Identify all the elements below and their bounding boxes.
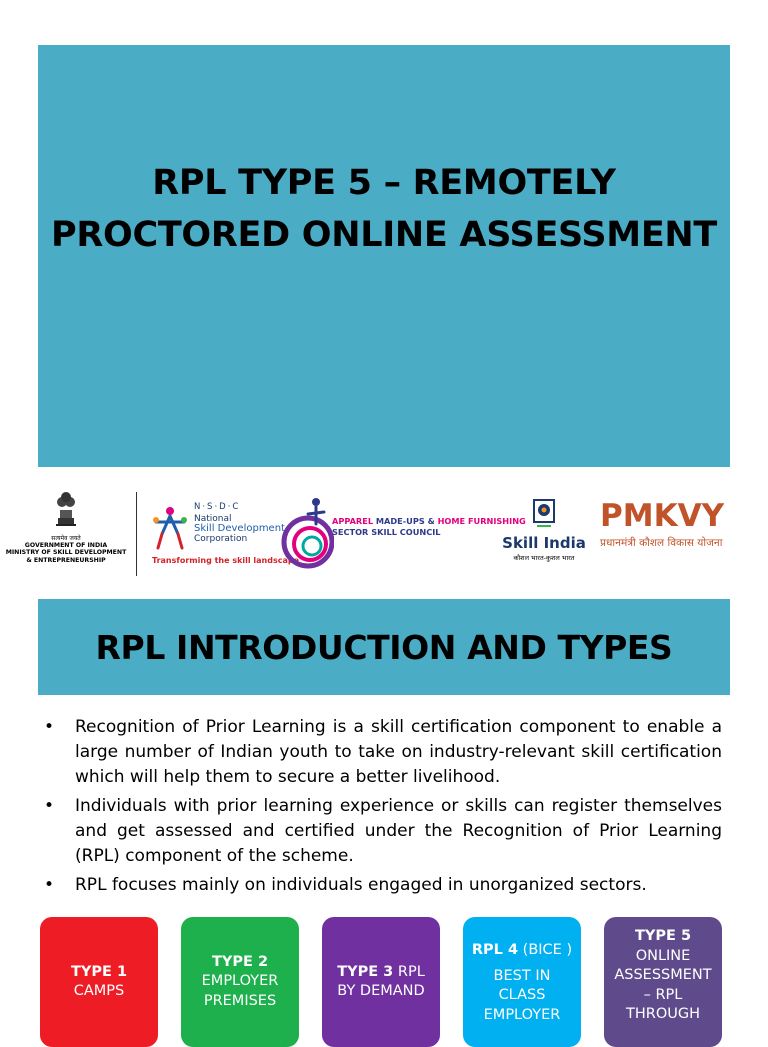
title-slide-banner: [38, 45, 730, 467]
gov-motto: सत्यमेव जयते: [51, 535, 81, 542]
rpl-type-card-4: [463, 917, 581, 1047]
nsdc-name: [194, 514, 285, 544]
gov-line3: & ENTREPRENEURSHIP: [26, 556, 106, 564]
rpl-type-card-5: [604, 917, 722, 1047]
skill-india-text: Skill India: [502, 534, 586, 552]
skill-india-logo: [496, 498, 592, 562]
slide-title: [51, 157, 717, 261]
skill-india-hindi: कौशल भारत-कुशल भारत: [513, 554, 575, 562]
card-1-bold: TYPE 1: [70, 963, 128, 980]
rpl-type-card-2: [181, 917, 299, 1047]
ssc-apparel: APPAREL: [332, 516, 374, 526]
ssc-name-line2: SECTOR SKILL COUNCIL: [332, 527, 441, 537]
nsdc-logo: [148, 502, 300, 572]
pmkvy-logo: [600, 496, 768, 550]
section-heading: RPL INTRODUCTION AND TYPES: [95, 627, 673, 667]
card-5-text: ONLINE ASSESSMENT – RPL THROUGH: [614, 947, 712, 1022]
card-3-text: RPL BY DEMAND: [337, 963, 425, 999]
national-emblem-icon: [53, 488, 79, 528]
bullet-item: • RPL focuses mainly on individuals engaged in unorganized sectors.: [44, 873, 722, 898]
card-1-text: CAMPS: [73, 983, 125, 999]
gov-line1: GOVERNMENT OF INDIA: [24, 542, 108, 549]
card-4-text: (BICE ): [518, 942, 573, 958]
partner-logos: [0, 480, 768, 590]
card-3-bold: TYPE 3: [337, 963, 394, 980]
bullet-item: • Recognition of Prior Learning is a skill certification component to enable a large number of Indian youth to take on industry-relevant skill certification which will help them to secure a better livelihood.: [44, 715, 722, 790]
slide-title-line1: RPL TYPE 5 – REMOTELY: [152, 163, 616, 203]
bullet-item: • Individuals with prior learning experience or skills can register themselves and get assessed and certified under the Recognition of Prior Learning (RPL) component of the scheme.: [44, 794, 722, 869]
bullet-list: [44, 715, 722, 902]
skill-india-cog-icon: [531, 498, 557, 528]
ssc-logo: [280, 492, 526, 584]
card-4-subtext: BEST IN CLASS EMPLOYER: [483, 967, 561, 1023]
rpl-type-card-3: [322, 917, 440, 1047]
nsdc-name-line3: Corporation: [194, 534, 248, 544]
pmkvy-hindi: प्रधानमंत्री कौशल विकास योजना: [600, 537, 723, 549]
gov-line2: MINISTRY OF SKILL DEVELOPMENT: [5, 549, 127, 557]
ssc-swirl-icon: [280, 492, 334, 582]
card-5-bold: TYPE 5: [634, 928, 692, 944]
pmkvy-text: PMKVY: [600, 498, 725, 534]
nsdc-name-line2: Skill Development: [194, 523, 285, 534]
card-4-bold: RPL 4: [471, 942, 519, 958]
rpl-type-card-1: [40, 917, 158, 1047]
slide-title-line2: PROCTORED ONLINE ASSESSMENT: [50, 215, 717, 255]
nsdc-brand: N·S·D·C: [194, 502, 241, 512]
card-2-text: EMPLOYER PREMISES: [201, 973, 279, 1009]
logo-divider: [136, 492, 137, 576]
section-heading-banner: [38, 599, 730, 695]
government-logo: [0, 488, 132, 564]
nsdc-tagline: Transforming the skill landscape: [152, 556, 300, 565]
ssc-madeups: MADE-UPS &: [373, 516, 438, 526]
nsdc-name-line1: National: [194, 514, 232, 524]
card-2-bold: TYPE 2: [211, 953, 269, 970]
nsdc-figures-icon: [148, 504, 192, 552]
ssc-home: HOME FURNISHING: [437, 516, 526, 526]
